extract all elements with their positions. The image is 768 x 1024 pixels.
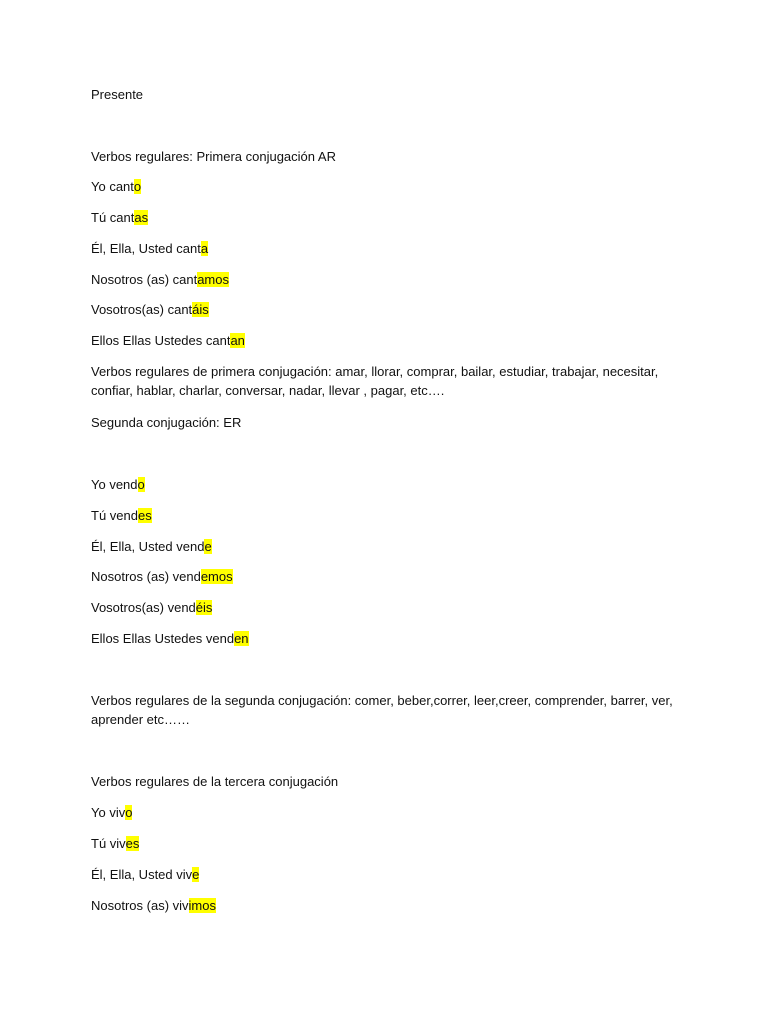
conjugation-row (91, 629, 681, 648)
conjugation-row (91, 506, 681, 525)
verb-ending: en (234, 631, 249, 646)
verb-stem: Yo vend (91, 477, 138, 492)
third-conjugation-heading: Verbos regulares de la tercera conjugación (91, 774, 339, 789)
conjugation-row (91, 598, 681, 617)
conjugation-row (91, 865, 681, 884)
conjugation-row (91, 567, 681, 586)
verb-stem: Vosotros(as) vend (91, 600, 196, 615)
conjugation-row (91, 270, 681, 289)
verb-ending: éis (195, 600, 213, 615)
conjugation-row (91, 803, 681, 822)
verb-ending: o (133, 179, 142, 194)
first-conjugation-examples: Verbos regulares de primera conjugación: amar, llorar, comprar, bailar, estudiar, trabajar, necesitar, confiar, hablar, charlar, conversar, nadar, llevar , pagar, etc…. (91, 364, 659, 398)
verb-ending: imos (188, 898, 216, 913)
verb-stem: Él, Ella, Usted vend (91, 539, 205, 554)
verb-stem: Él, Ella, Usted cant (91, 241, 201, 256)
verb-ending: emos (200, 569, 233, 584)
verb-ending: as (134, 210, 149, 225)
verb-stem: Vosotros(as) cant (91, 302, 193, 317)
second-conjugation-examples: Verbos regulares de la segunda conjugación: comer, beber,correr, leer,creer, comprender, barrer, ver, aprender etc…… (91, 693, 673, 727)
verb-ending: o (125, 805, 133, 820)
verb-stem: Él, Ella, Usted viv (91, 867, 193, 882)
verb-ending: e (192, 867, 200, 882)
verb-ending: amos (197, 272, 229, 287)
verb-stem: Tú viv (91, 836, 126, 851)
verb-stem: Nosotros (as) viv (91, 898, 189, 913)
verb-ending: es (137, 508, 152, 523)
page-title: Presente (91, 87, 144, 102)
verb-ending: áis (192, 302, 209, 317)
conjugation-row (91, 208, 681, 227)
verb-stem: Tú cant (91, 210, 135, 225)
second-conjugation-heading: Segunda conjugación: ER (91, 415, 242, 430)
conjugation-row (91, 475, 681, 494)
verb-ending: es (125, 836, 140, 851)
verb-stem: Ellos Ellas Ustedes vend (91, 631, 235, 646)
conjugation-row (91, 300, 681, 319)
verb-stem: Tú vend (91, 508, 138, 523)
conjugation-row (91, 239, 681, 258)
conjugation-row (91, 834, 681, 853)
verb-stem: Nosotros (as) vend (91, 569, 201, 584)
first-conjugation-heading: Verbos regulares: Primera conjugación AR (91, 149, 336, 164)
conjugation-row (91, 537, 681, 556)
verb-stem: Yo viv (91, 805, 126, 820)
verb-stem: Yo cant (91, 179, 134, 194)
verb-stem: Ellos Ellas Ustedes cant (91, 333, 231, 348)
conjugation-row (91, 896, 681, 915)
verb-ending: o (137, 477, 145, 492)
conjugation-row (91, 331, 681, 350)
verb-ending: a (200, 241, 209, 256)
verb-stem: Nosotros (as) cant (91, 272, 198, 287)
verb-ending: an (230, 333, 245, 348)
conjugation-row (91, 177, 681, 196)
verb-ending: e (204, 539, 212, 554)
